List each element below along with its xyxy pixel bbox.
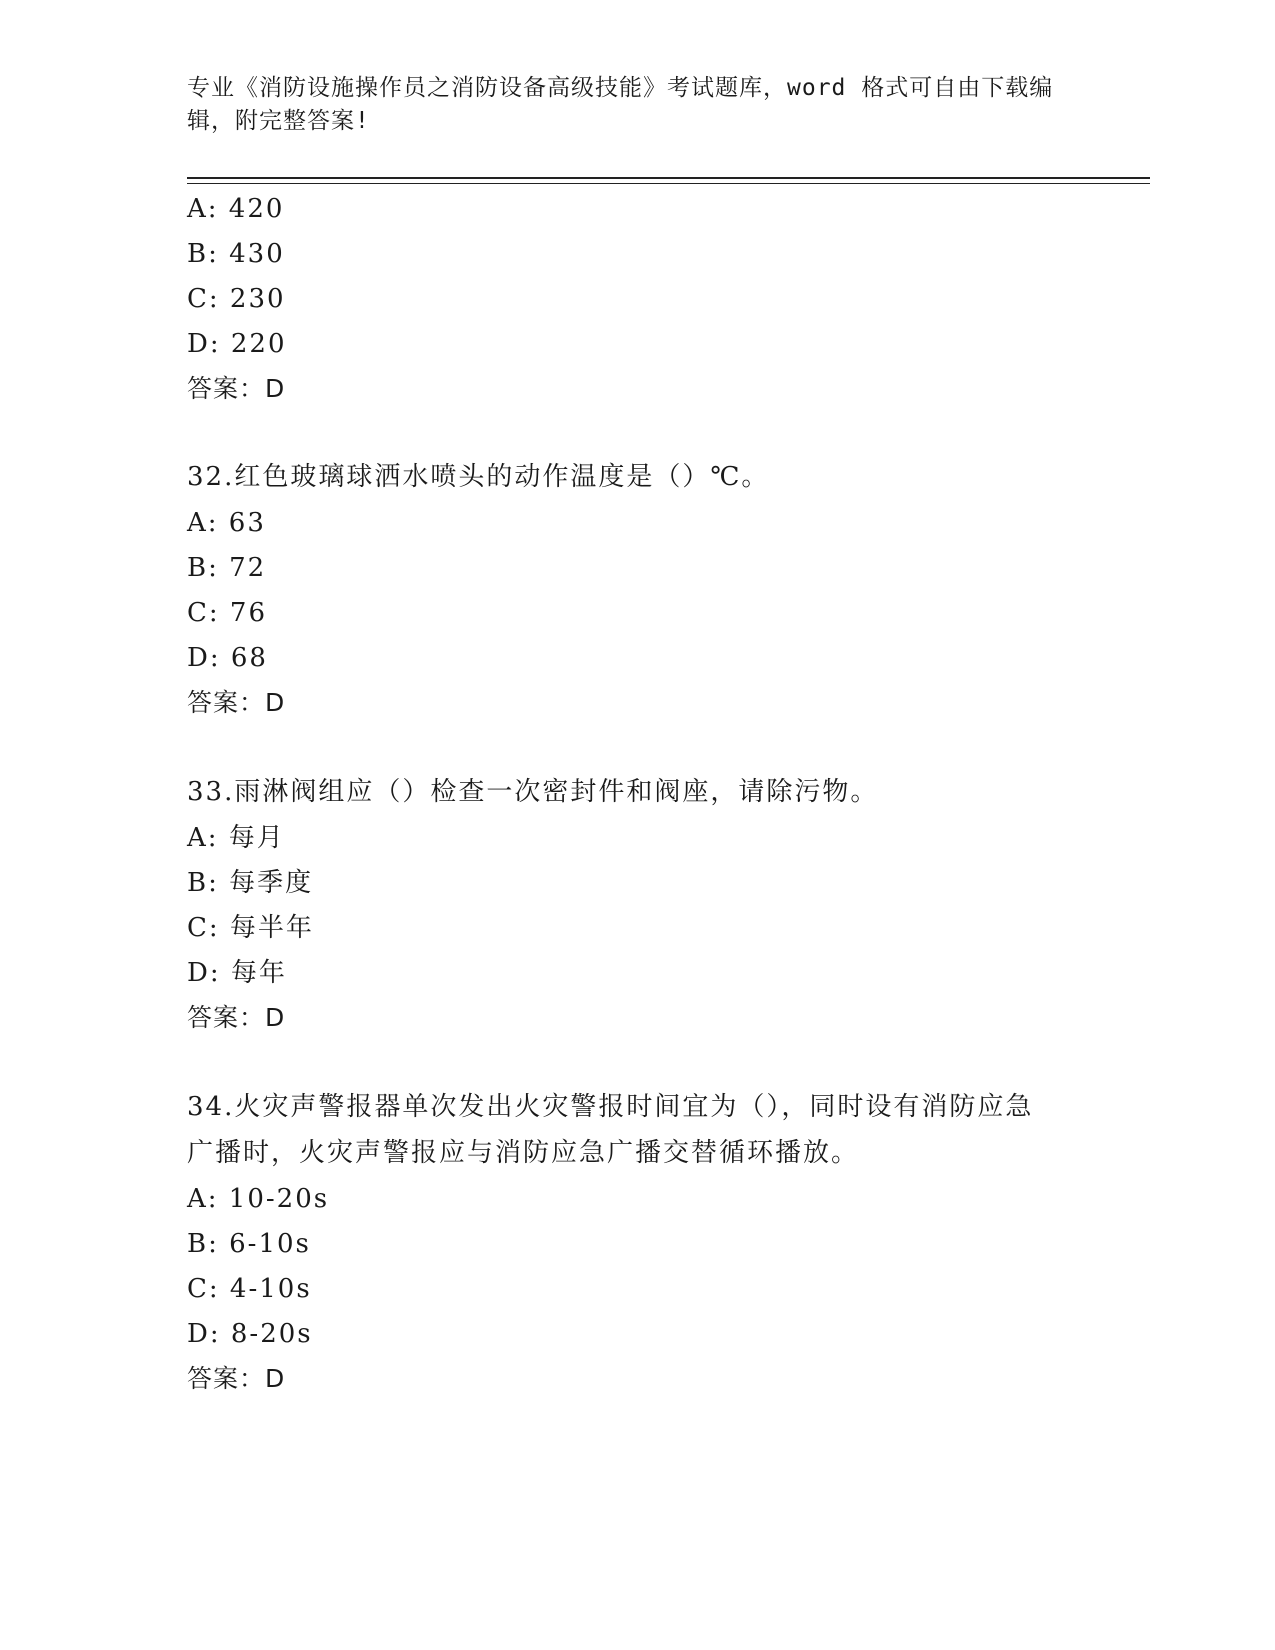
q34-option-b: B: 6-10s <box>187 1229 311 1259</box>
q31-option-a: A: 420 <box>187 194 285 224</box>
document-header <box>187 72 1077 138</box>
header-rule-thin <box>187 183 1150 184</box>
q33-answer: 答案：D <box>187 1003 286 1032</box>
q34-answer: 答案：D <box>187 1364 286 1393</box>
q32-answer: 答案：D <box>187 688 286 717</box>
header-rule-thick <box>187 177 1150 179</box>
q32-question: 32.红色玻璃球洒水喷头的动作温度是（）℃。 <box>187 462 770 492</box>
q34-option-d: D: 8-20s <box>187 1319 313 1349</box>
q34-option-c: C: 4-10s <box>187 1274 312 1304</box>
q32-option-d: D: 68 <box>187 643 268 673</box>
q31-option-b: B: 430 <box>187 239 285 269</box>
q32-option-b: B: 72 <box>187 553 267 583</box>
q33-option-d: D: 每年 <box>187 958 287 988</box>
q32-option-c: C: 76 <box>187 598 268 628</box>
q31-option-c: C: 230 <box>187 284 286 314</box>
q34-question-line-1: 34.火灾声警报器单次发出火灾警报时间宜为（），同时设有消防应急 <box>187 1092 1034 1122</box>
q33-option-a: A: 每月 <box>187 823 285 853</box>
q33-option-c: C: 每半年 <box>187 913 314 943</box>
q32-option-a: A: 63 <box>187 508 266 538</box>
header-line-2: 辑，附完整答案! <box>187 108 370 134</box>
q33-question: 33.雨淋阀组应（）检查一次密封件和阀座，请除污物。 <box>187 777 879 807</box>
q33-option-b: B: 每季度 <box>187 868 314 898</box>
q34-option-a: A: 10-20s <box>187 1184 330 1214</box>
q31-answer: 答案：D <box>187 374 286 403</box>
header-line-1: 专业《消防设施操作员之消防设备高级技能》考试题库，word 格式可自由下载编 <box>187 75 1054 101</box>
q31-option-d: D: 220 <box>187 329 287 359</box>
q34-question-line-2: 广播时，火灾声警报应与消防应急广播交替循环播放。 <box>187 1138 860 1168</box>
